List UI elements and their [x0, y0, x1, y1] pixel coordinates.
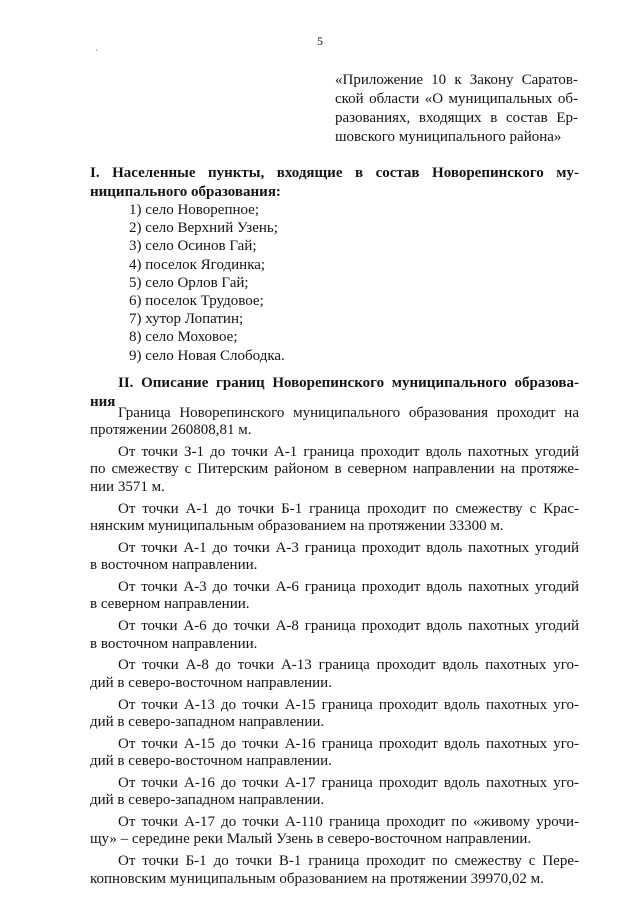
appendix-line: ской области «О муниципальных об- — [335, 91, 578, 107]
list-item: 6) поселок Трудовое; — [129, 293, 264, 310]
appendix-line: шовского муниципального района» — [335, 129, 562, 145]
list-item: 8) село Моховое; — [129, 329, 238, 346]
paragraph — [90, 697, 579, 732]
list-item: 5) село Орлов Гай; — [129, 274, 249, 291]
list-item: 3) село Осинов Гай; — [129, 238, 257, 255]
list-item: 4) поселок Ягодинка; — [129, 256, 266, 273]
paragraph-line: От точки Б-1 до точки В-1 граница проходит по смежеству с Пере- — [118, 853, 579, 870]
paragraph-line: щу» – середине реки Малый Узень в северо-восточном направлении. — [90, 831, 532, 848]
paragraph-line: дий в северо-западном направлении. — [90, 713, 325, 730]
list-item: 1) село Новорепное; — [129, 202, 260, 218]
paragraph — [90, 540, 579, 575]
appendix-note — [335, 71, 578, 147]
paragraph-line: От точки А-17 до точки А-110 граница проходит по «живому урочи- — [118, 814, 579, 831]
appendix-line: разованиях, входящих в состав Ер- — [335, 110, 578, 126]
list-item: 2) село Верхний Узень; — [129, 220, 278, 237]
paragraph — [90, 775, 579, 810]
paragraph-line: От точки А-3 до точки А-6 граница проходит вдоль пахотных угодий — [118, 579, 579, 596]
scan-speck — [96, 49, 98, 51]
page-number: 5 — [317, 34, 323, 48]
section-title-line: II. Описание границ Новорепинского муниципального образова- — [118, 375, 579, 391]
paragraph-line: нянским муниципальным образованием на протяжении 33300 м. — [90, 517, 504, 534]
list-item: 9) село Новая Слободка. — [129, 347, 285, 364]
paragraph — [90, 579, 579, 614]
appendix-line: «Приложение 10 к Закону Саратов- — [335, 72, 578, 88]
paragraph — [90, 853, 579, 888]
paragraph — [90, 405, 579, 440]
paragraph-line: по смежеству с Питерским районом в северном направлении на протяже- — [90, 461, 579, 478]
section-1-title — [90, 164, 579, 202]
paragraph — [90, 657, 579, 692]
paragraph-line: дий в северо-восточном направлении. — [90, 674, 332, 691]
paragraph — [90, 501, 579, 536]
paragraph-line: От точки А-1 до точки Б-1 граница проходит по смежеству с Крас- — [118, 500, 579, 517]
paragraph — [90, 618, 579, 653]
paragraph-line: нии 3571 м. — [90, 478, 165, 495]
settlement-list — [129, 201, 285, 365]
paragraph-line: От точки А-8 до точки А-13 граница проходит вдоль пахотных уго- — [118, 657, 579, 674]
paragraph-line: в северном направлении. — [90, 596, 250, 613]
paragraph — [90, 736, 579, 771]
boundary-description — [90, 405, 579, 893]
paragraph-line: дий в северо-западном направлении. — [90, 792, 325, 809]
paragraph-line: дий в северо-восточном направлении. — [90, 753, 332, 770]
section-title-line: ниципального образования: — [90, 184, 281, 200]
section-title-line: ния — [90, 394, 116, 410]
paragraph-line: в восточном направлении. — [90, 557, 258, 574]
paragraph — [90, 814, 579, 849]
paragraph-line: От точки А-1 до точки А-3 граница проходит вдоль пахотных угодий — [118, 539, 579, 556]
paragraph — [90, 444, 579, 496]
paragraph-line: От точки А-16 до точки А-17 граница проходит вдоль пахотных уго- — [118, 774, 579, 791]
paragraph-line: От точки А-6 до точки А-8 граница проходит вдоль пахотных угодий — [118, 618, 579, 635]
paragraph-line: От точки А-13 до точки А-15 граница проходит вдоль пахотных уго- — [118, 696, 579, 713]
list-item: 7) хутор Лопатин; — [129, 311, 244, 328]
paragraph-line: в восточном направлении. — [90, 635, 258, 652]
paragraph-line: протяжении 260808,81 м. — [90, 422, 252, 439]
paragraph-line: Граница Новорепинского муниципального образования проходит на — [118, 405, 579, 421]
paragraph-line: копновским муниципальным образованием на протяжении 39970,02 м. — [90, 870, 544, 887]
paragraph-line: От точки А-15 до точки А-16 граница проходит вдоль пахотных уго- — [118, 735, 579, 752]
section-title-line: I. Населенные пункты, входящие в состав Новорепинского му- — [90, 165, 579, 181]
paragraph-line: От точки З-1 до точки А-1 граница проходит вдоль пахотных угодий — [118, 444, 579, 461]
